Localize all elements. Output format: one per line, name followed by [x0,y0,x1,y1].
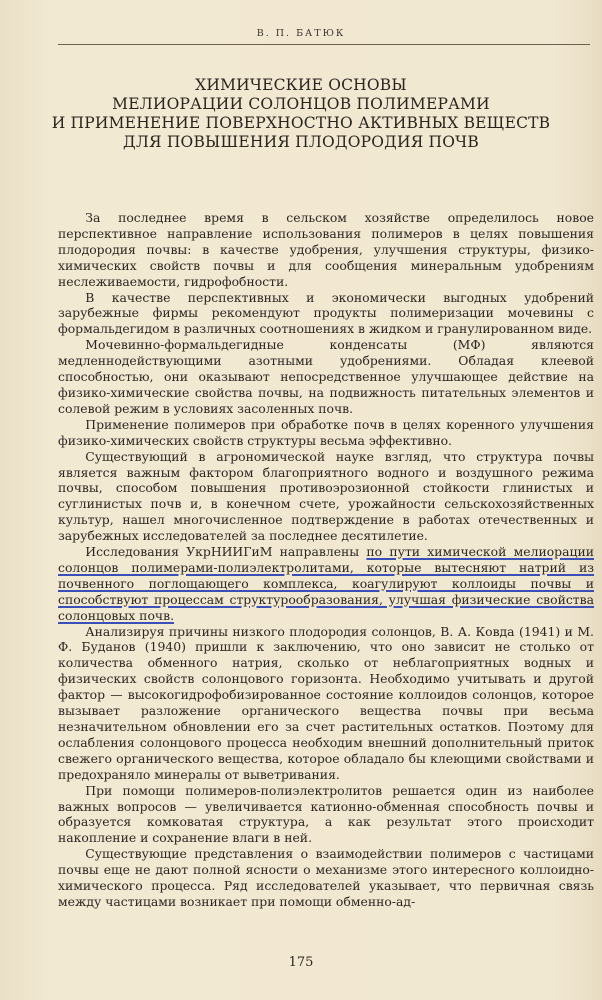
article-title [40,76,562,152]
paragraph: Мочевинно-формальдегидные конденсаты (МФ) являются медленнодействующими азотными удобрениями. Обладая клеевой способностью, они оказывают непосредственное улучшающее действие на физико-химические свойства почвы, на подвижность питательных элементов и солевой режим в условиях засоленных почв. [58,337,594,416]
paragraph: При помощи полимеров-полиэлектролитов решается один из наиболее важных вопросов — увеличивается катионно-обменная способность почвы и образуется комковатая структура, а как результат этого происходит накопление и сохранение влаги в ней. [58,782,594,846]
header-rule [58,44,590,45]
paragraph: Применение полимеров при обработке почв в целях коренного улучшения физико-химических свойств структуры весьма эффективно. [58,416,594,448]
title-line: И ПРИМЕНЕНИЕ ПОВЕРХНОСТНО АКТИВНЫХ ВЕЩЕСТВ [51,114,551,132]
paragraph: За последнее время в сельском хозяйстве определилось новое перспективное направление использования полимеров в целях повышения плодородия почвы: в качестве удобрения, улучшения структуры, физико-химических свойств почвы и для сообщения минеральным удобрениям неслеживаемости, гидрофобности. [58,210,594,289]
paragraph-with-underline [58,544,594,624]
paragraph: Существующие представления о взаимодействии полимеров с частицами почвы еще не дают полной ясности о механизме этого интересного коллоидно-химического процесса. Ряд исследователей указывает, что первичная связь между частицами возникает при помощи обменно-ад- [58,846,594,909]
paragraph-text: Исследования УкрНИИГиМ направлены [85,544,367,560]
paragraph: Существующий в агрономической науке взгляд, что структура почвы является важным фактором благоприятного водного и воздушного режима почвы, способом повышения противоэрозионной стойкости глинистых и суглинистых почв и, в конечном счете, урожайности сельскохозяйственных культур, нашел многочисленное подтверждение в работах отечественных и зарубежных исследователей за последнее десятилетие. [58,448,594,544]
paragraph: Анализируя причины низкого плодородия солонцов, В. А. Ковда (1941) и М. Ф. Буданов (1940) пришли к заключению, что оно зависит не столько от количества обменного натрия, сколько от неблагоприятных водных и физических свойств солонцового горизонта. Необходимо учитывать и другой фактор — высокогидрофобизированное состояние коллоидов солонцов, которое вызывает разложение органического вещества почвы при весьма незначительном обновлении его за счет растительных остатков. Поэтому для ослабления солонцового процесса необходим внешний дополнительный приток свежего органического вещества, которое обладало бы клеющими свойствами и предохраняло минералы от выветривания. [58,623,594,782]
title-line: ДЛЯ ПОВЫШЕНИЯ ПЛОДОРОДИЯ ПОЧВ [123,133,479,151]
title-line: МЕЛИОРАЦИИ СОЛОНЦОВ ПОЛИМЕРАМИ [112,95,490,113]
hand-underlined-text: по пути химической мелиорации солонцов полимерами-полиэлектролитами, которые вытесняют натрий из почвенного поглощающего комплекса, коагулируют коллоиды почвы и способствуют процессам структурообразования, улучшая физические свойства солонцовых почв. [58,544,594,623]
article-body [58,210,594,910]
running-head: В. П. БАТЮК [256,28,346,39]
page-number: 175 [288,955,314,970]
paragraph: В качестве перспективных и экономически выгодных удобрений зарубежные фирмы рекомендуют продукты полимеризации мочевины с формальдегидом в различных соотношениях в жидком и гранулированном виде. [58,289,594,337]
title-line: ХИМИЧЕСКИЕ ОСНОВЫ [195,76,407,94]
